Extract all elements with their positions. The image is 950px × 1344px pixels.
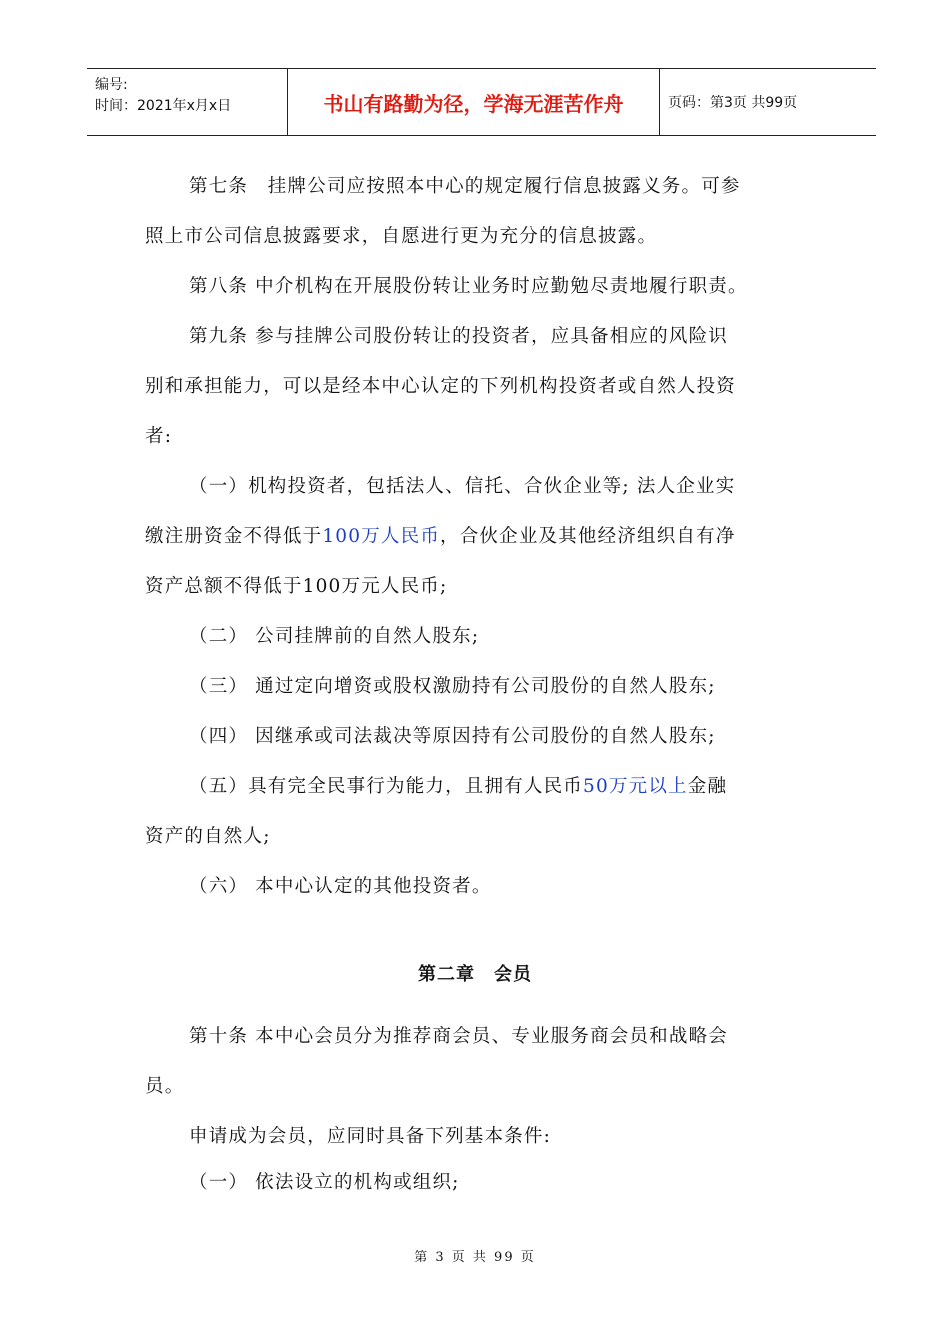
item-2: （二） 公司挂牌前的自然人股东; [189,626,480,647]
header-motto: 书山有路勤为径，学海无涯苦作舟 [287,69,660,135]
article-7-line-1: 第七条 挂牌公司应按照本中心的规定履行信息披露义务。可参 [189,176,741,197]
item-5-text-pre: （五）具有完全民事行为能力，且拥有人民币 [189,776,584,797]
page-footer: 第 3 页 共 99 页 [414,1250,536,1265]
header-page-label: 页码：第3页 共99页 [668,95,798,111]
article-8: 第八条 中介机构在开展股份转让业务时应勤勉尽责地履行职责。 [189,276,748,297]
condition-1: （一） 依法设立的机构或组织; [189,1172,460,1193]
item-6: （六） 本中心认定的其他投资者。 [189,876,492,897]
item-1-highlight: 100万人民币 [322,526,441,547]
item-1-line-1: （一）机构投资者，包括法人、信托、合伙企业等; 法人企业实 [189,476,736,497]
item-5-text-post: 金融 [687,776,728,797]
item-3: （三） 通过定向增资或股权激励持有公司股份的自然人股东; [189,676,716,697]
header-table [87,68,876,136]
item-1-text-pre: 缴注册资金不得低于 [145,526,323,547]
item-1-text-post: ，合伙企业及其他经济组织自有净 [440,526,736,547]
item-1-line-3: 资产总额不得低于100万元人民币; [145,576,448,597]
item-5-line-2: 资产的自然人; [145,826,271,847]
number-label: 编号: [95,77,128,93]
article-10-line-1: 第十条 本中心会员分为推荐商会员、专业服务商会员和战略会 [189,1026,728,1047]
chapter-title: 第二章 会员 [418,964,532,985]
time-label: 时间：2021年x月x日 [95,98,232,114]
item-5-line-1 [189,772,727,798]
article-10-line-2: 员。 [145,1076,185,1097]
item-1-line-2 [145,522,736,548]
header-meta [87,69,287,135]
apply-conditions: 申请成为会员，应同时具备下列基本条件: [189,1126,552,1147]
article-7-line-2: 照上市公司信息披露要求，自愿进行更为充分的信息披露。 [145,226,658,247]
article-9-line-2: 别和承担能力，可以是经本中心认定的下列机构投资者或自然人投资 [145,376,737,397]
article-9-line-3: 者: [145,426,173,447]
item-5-highlight: 50万元以上 [583,776,688,797]
item-4: （四） 因继承或司法裁决等原因持有公司股份的自然人股东; [189,726,716,747]
article-9-line-1: 第九条 参与挂牌公司股份转让的投资者，应具备相应的风险识 [189,326,728,347]
